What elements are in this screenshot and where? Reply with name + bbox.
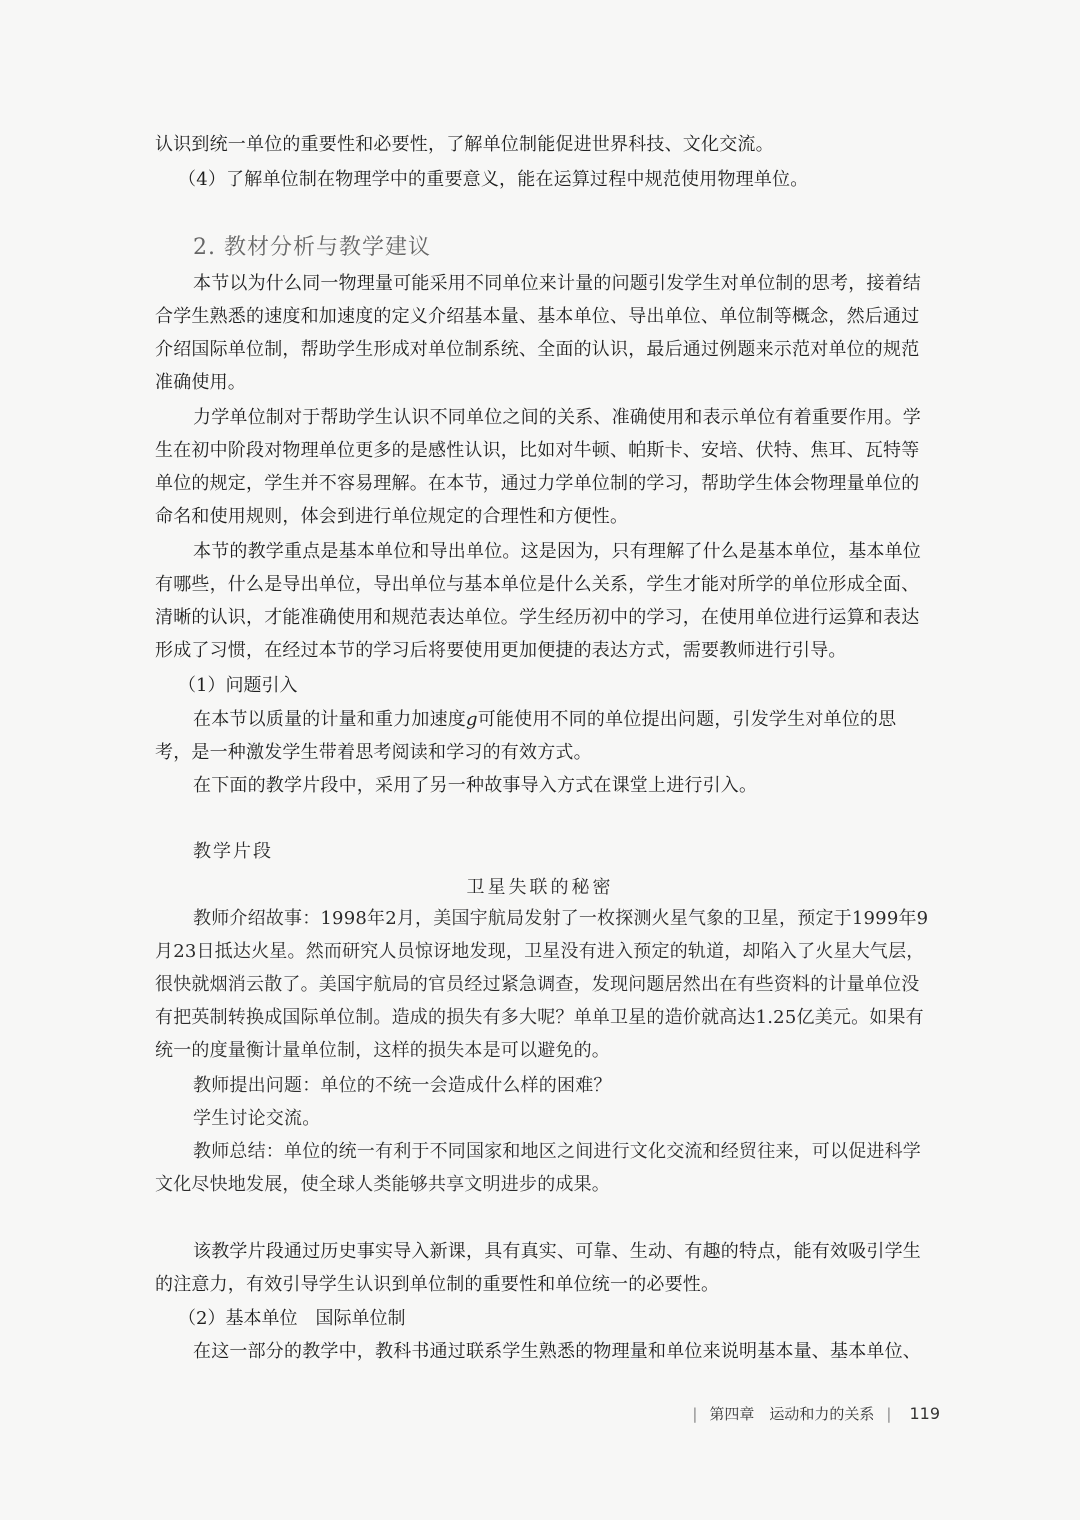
text-line: 文化尽快地发展，使全球人类能够共享文明进步的成果。 [155,1174,610,1195]
text-line: 形成了习惯，在经过本节的学习后将要使用更加便捷的表达方式，需要教师进行引导。 [155,640,847,661]
text-line: 该教学片段通过历史事实导入新课，具有真实、可靠、生动、有趣的特点，能有效吸引学生 [193,1241,921,1262]
footer-divider: | [692,1405,698,1423]
text-line: 教师提出问题：单位的不统一会造成什么样的困难？ [193,1075,612,1096]
text-line: 很快就烟消云散了。美国宇航局的官员经过紧急调查，发现问题居然出在有些资料的计量单位没 [155,974,920,995]
text-line: 本节以为什么同一物理量可能采用不同单位来计量的问题引发学生对单位制的思考，接着结 [193,273,921,294]
text-line: 有哪些，什么是导出单位，导出单位与基本单位是什么关系，学生才能对所学的单位形成全面、 [155,574,920,595]
text-line: 生在初中阶段对物理单位更多的是感性认识，比如对牛顿、帕斯卡、安培、伏特、焦耳、瓦特等 [155,440,920,461]
section-title: 2. 教材分析与教学建议 [193,235,431,260]
text-line: 命名和使用规则，体会到进行单位规定的合理性和方便性。 [155,506,629,527]
text-line: 单位的规定，学生并不容易理解。在本节，通过力学单位制的学习，帮助学生体会物理量单位的 [155,473,920,494]
text-line: 准确使用。 [155,372,246,393]
subsection-heading-1: （1）问题引入 [178,675,298,696]
text-line: 考，是一种激发学生带着思考阅读和学习的有效方式。 [155,742,592,763]
text-line: 学生讨论交流。 [193,1108,321,1129]
chapter-title: 第四章 运动和力的关系 [709,1405,875,1423]
text-line: 在这一部分的教学中，教科书通过联系学生熟悉的物理量和单位来说明基本量、基本单位、 [193,1341,921,1362]
teaching-fragment-label: 教学片段 [193,841,273,862]
text-line: 月23日抵达火星。然而研究人员惊讶地发现，卫星没有进入预定的轨道，却陷入了火星大气层， [155,941,925,962]
subsection-heading-2: （2）基本单位 国际单位制 [178,1308,406,1329]
text-line: 教师介绍故事：1998年2月，美国宇航局发射了一枚探测火星气象的卫星，预定于1999年9 [193,908,929,929]
text-line: 清晰的认识，才能准确使用和规范表达单位。学生经历初中的学习，在使用单位进行运算和表达 [155,607,920,628]
text-line: 统一的度量衡计量单位制，这样的损失本是可以避免的。 [155,1040,610,1061]
page-number: 119 [909,1404,940,1423]
text-fragment: 可能使用不同的单位提出问题，引发学生对单位的思 [477,709,897,730]
footer-divider: | [886,1405,892,1423]
page-footer [680,1402,940,1426]
variable-g: g [466,709,478,730]
teaching-fragment-title: 卫星失联的秘密 [466,877,614,898]
text-line: 合学生熟悉的速度和加速度的定义介绍基本量、基本单位、导出单位、单位制等概念，然后通过 [155,306,920,327]
text-line: 有把英制转换成国际单位制。造成的损失有多大呢？单单卫星的造价就高达1.25亿美元。如果有 [155,1007,924,1028]
text-line: 本节的教学重点是基本单位和导出单位。这是因为，只有理解了什么是基本单位，基本单位 [193,541,921,562]
text-line: 教师总结：单位的统一有利于不同国家和地区之间进行文化交流和经贸往来，可以促进科学 [193,1141,921,1162]
text-line: 介绍国际单位制，帮助学生形成对单位制系统、全面的认识，最后通过例题来示范对单位的规范 [155,339,920,360]
text-line [193,708,896,732]
text-line: 认识到统一单位的重要性和必要性，了解单位制能促进世界科技、文化交流。 [155,134,774,155]
text-line: 的注意力，有效引导学生认识到单位制的重要性和单位统一的必要性。 [155,1274,720,1295]
text-line: 力学单位制对于帮助学生认识不同单位之间的关系、准确使用和表示单位有着重要作用。学 [193,407,921,428]
objective-item-4: （4）了解单位制在物理学中的重要意义，能在运算过程中规范使用物理单位。 [178,169,809,190]
text-fragment: 在本节以质量的计量和重力加速度 [193,709,466,730]
text-line: 在下面的教学片段中，采用了另一种故事导入方式在课堂上进行引入。 [193,775,758,796]
